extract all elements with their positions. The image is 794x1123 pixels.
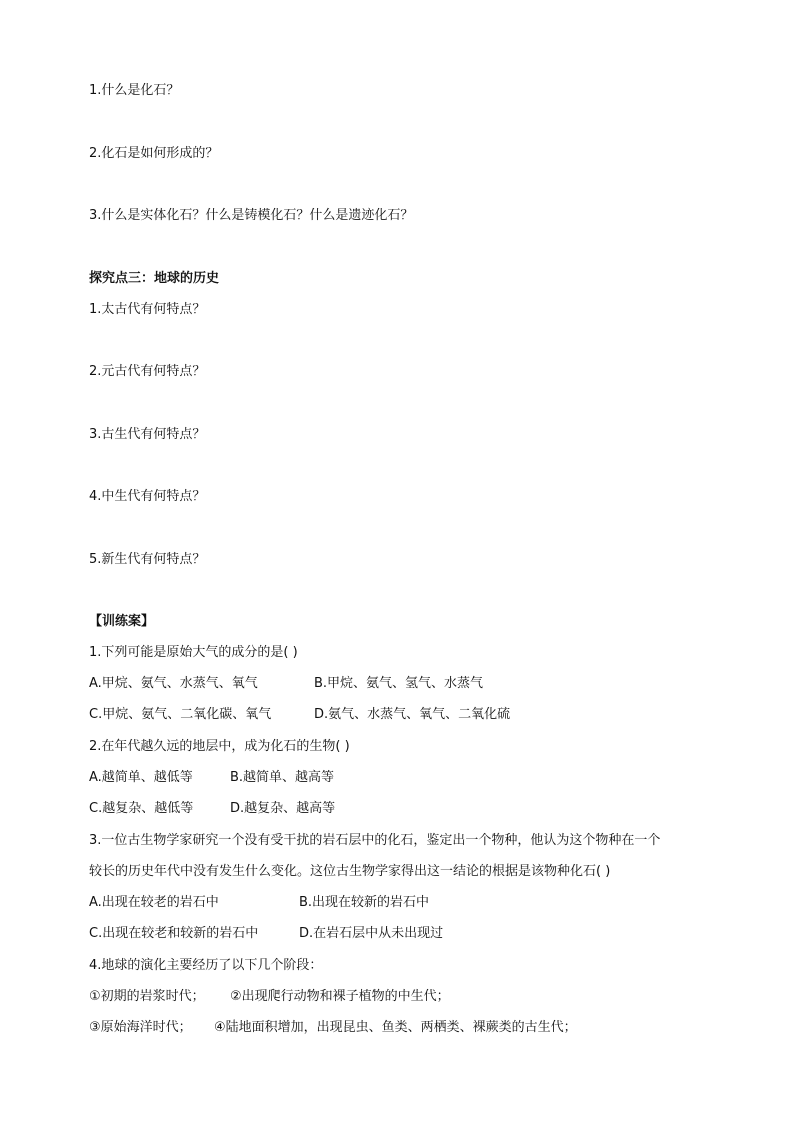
q2-option-b: B.越简单、越高等 [230,770,335,785]
q4-item-2: ②出现爬行动物和裸子植物的中生代； [230,989,450,1004]
question-proterozoic: 2.元古代有何特点？ [89,364,206,379]
q1-option-c: C.甲烷、氨气、二氧化碳、氧气 [89,707,272,722]
q2-option-c: C.越复杂、越低等 [89,801,194,816]
q2-option-a: A.越简单、越低等 [89,770,193,785]
q4-item-3: ③原始海洋时代； [89,1020,192,1035]
question-what-is-fossil: 1.什么是化石？ [89,83,180,98]
q4-stem: 4.地球的演化主要经历了以下几个阶段： [89,958,323,973]
q3-stem-line2: 较长的历史年代中没有发生什么变化。这位古生物学家得出这一结论的根据是该物种化石( ) [89,864,611,879]
q3-option-d: D.在岩石层中从未出现过 [299,926,444,941]
q1-option-b: B.甲烷、氨气、氢气、水蒸气 [314,676,484,691]
question-archean: 1.太古代有何特点？ [89,302,206,317]
q4-item-1: ①初期的岩浆时代； [89,989,205,1004]
q4-item-4: ④陆地面积增加，出现昆虫、鱼类、两栖类、裸蕨类的古生代； [214,1020,577,1035]
question-cenozoic: 5.新生代有何特点？ [89,552,206,567]
q2-stem: 2.在年代越久远的地层中，成为化石的生物( ) [89,739,350,754]
section-heading-earth-history: 探究点三：地球的历史 [89,271,220,286]
training-heading: 【训练案】 [89,614,155,629]
q1-option-d: D.氨气、水蒸气、氧气、二氧化硫 [314,707,511,722]
q1-option-a: A.甲烷、氨气、水蒸气、氧气 [89,676,258,691]
question-how-fossil-formed: 2.化石是如何形成的？ [89,146,219,161]
q3-option-a: A.出现在较老的岩石中 [89,895,219,910]
q3-option-c: C.出现在较老和较新的岩石中 [89,926,259,941]
q1-stem: 1.下列可能是原始大气的成分的是( ) [89,645,298,660]
question-paleozoic: 3.古生代有何特点？ [89,427,206,442]
question-mesozoic: 4.中生代有何特点？ [89,489,206,504]
q2-option-d: D.越复杂、越高等 [230,801,336,816]
question-fossil-types: 3.什么是实体化石？什么是铸模化石？什么是遗迹化石？ [89,208,414,223]
q3-stem-line1: 3.一位古生物学家研究一个没有受干扰的岩石层中的化石，鉴定出一个物种，他认为这个物种在一个 [89,833,661,848]
q3-option-b: B.出现在较新的岩石中 [299,895,430,910]
